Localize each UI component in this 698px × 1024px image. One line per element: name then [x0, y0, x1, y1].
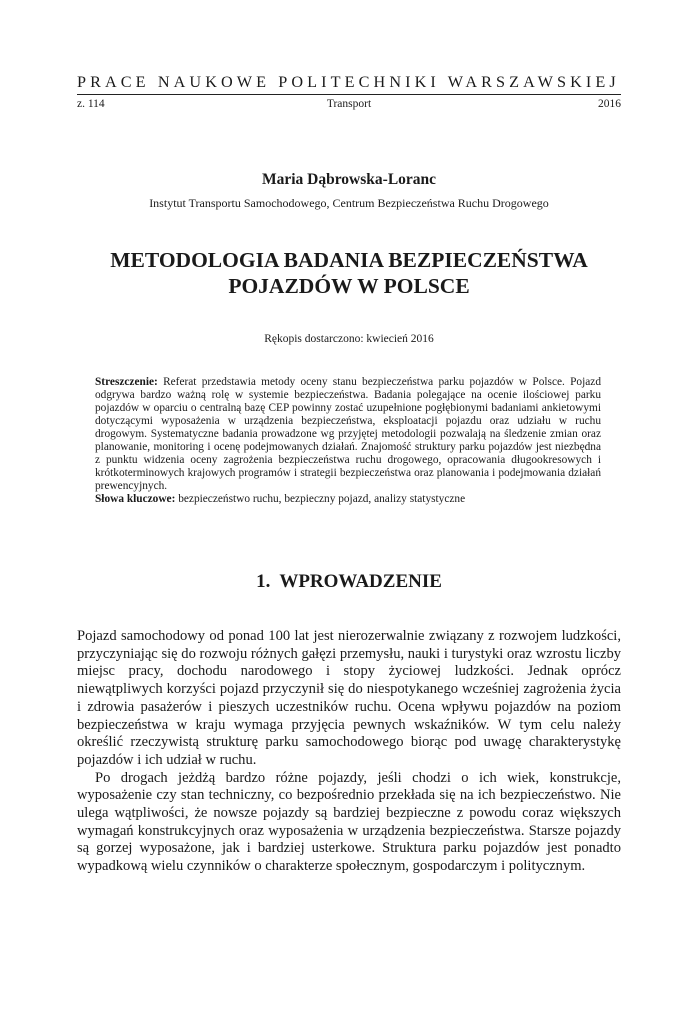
journal-name: PRACE NAUKOWE POLITECHNIKI WARSZAWSKIEJ [77, 73, 620, 91]
abstract-label: Streszczenie: [95, 376, 158, 388]
received-date: Rękopis dostarczono: kwiecień 2016 [264, 333, 434, 345]
section-body [77, 628, 621, 876]
abstract-text: Referat przedstawia metody oceny stanu bezpieczeństwa parku pojazdów w Polsce. Pojazd odgrywa bardzo ważną rolę w systemie bezpieczeństwa. Badania polegające na ocenie ilościowej parku pojazdów w oparciu o centralną bazę CEP powinny zostać uzupełnione pogłębionymi badaniami ankietowymi dotyczącymi wyposażenia w urządzenia bezpieczeństwa, eksploatacji pojazdu oraz udziału w ruchu drogowym. Systematyczne badania prowadzone wg przyjętej metodologii pozwalają na śledzenie zmian oraz planowanie, monitoring i ocenę podejmowanych działań. Znajomość struktury parku pojazdów jest niezbędna z punktu widzenia oceny zagrożenia bezpieczeństwa ruchu drogowego, opracowania długookresowych i krótkoterminowych krajowych programów i strategii bezpieczeństwa oraz planowania i podejmowania działań prewencyjnych. [95, 376, 601, 492]
journal-section: Transport [326, 98, 372, 110]
header-rule [77, 94, 621, 95]
abstract-paragraph [95, 376, 601, 493]
author-name: Maria Dąbrowska-Loranc [261, 171, 437, 188]
header-meta [77, 97, 621, 111]
title-line: METODOLOGIA BADANIA BEZPIECZEŃSTWA [110, 248, 588, 272]
section-number: 1. [256, 571, 271, 592]
keywords-label: Słowa kluczowe: [95, 492, 176, 505]
keywords-text: bezpieczeństwo ruchu, bezpieczny pojazd, analizy statystyczne [178, 492, 466, 505]
body-paragraph: Pojazd samochodowy od ponad 100 lat jest nierozerwalnie związany z rozwojem ludzkości, przyczyniając się do rozwoju różnych gałęzi przemysłu, nauki i turystyki oraz wzrostu liczby miejsc pracy, dochodu narodowego i stopy życiowej ludzkości. Jednak oprócz niewątpliwych korzyści pojazd przyczynił się do niespotykanego wcześniej zagrożenia życia i zdrowia pasażerów i pieszych uczestników ruchu. Ocena wpływu pojazdów na poziom bezpieczeństwa w kraju wymaga przyjęcia pewnych wskaźników. W tym celu należy określić rzeczywistą strukturę parku samochodowego biorąc pod uwagę charakterystykę pojazdów i ich udział w ruchu. [77, 628, 621, 768]
section-heading [77, 570, 621, 594]
title-line: POJAZDÓW W POLSCE [228, 274, 470, 298]
section-title: WPROWADZENIE [279, 571, 442, 592]
issue-number: z. 114 [77, 98, 105, 110]
publication-year: 2016 [598, 98, 621, 110]
paper-title [77, 247, 621, 299]
abstract-block [95, 376, 601, 506]
body-paragraph: Po drogach jeżdżą bardzo różne pojazdy, jeśli chodzi o ich wiek, konstrukcje, wyposażenie czy stan techniczny, co bezpośrednio przekłada się na ich bezpieczeństwo. Nie ulega wątpliwości, że nowsze pojazdy są bardziej bezpieczne z powodu coraz większych wymagań konstrukcyjnych oraz wyposażenia w urządzenia bezpieczeństwa. Starsze pojazdy są gorzej wyposażone, jak i bardziej usterkowe. Struktura parku pojazdów jest ponadto wypadkową wielu czynników o charakterze społecznym, gospodarczym i politycznym. [77, 769, 621, 875]
author-affiliation: Instytut Transportu Samochodowego, Centrum Bezpieczeństwa Ruchu Drogowego [149, 196, 549, 210]
keywords-paragraph [95, 493, 601, 506]
